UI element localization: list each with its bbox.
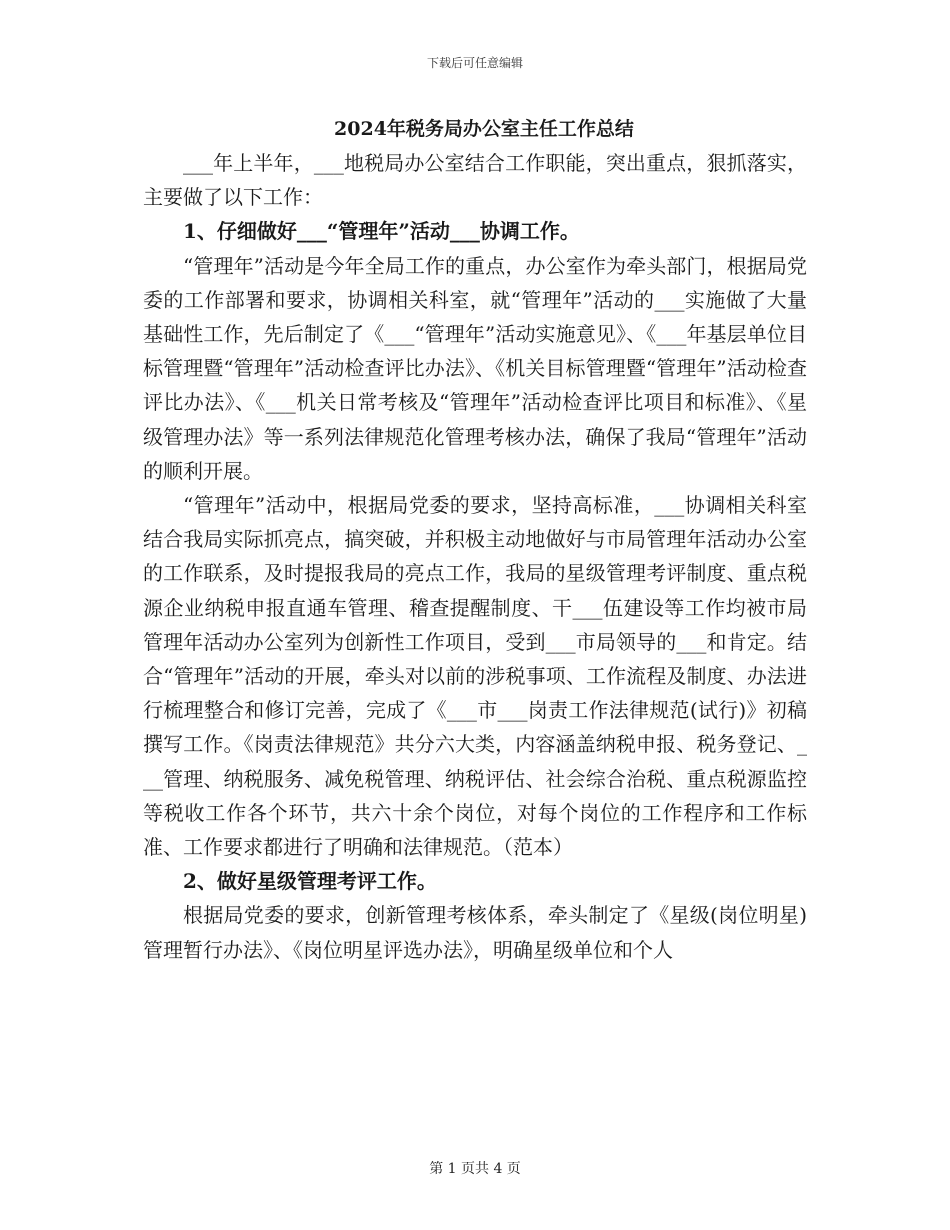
section-2-paragraph-1: 根据局党委的要求，创新管理考核体系，牵头制定了《星级(岗位明星)管理暂行办法》、《岗位明星评选办法》，明确星级单位和个人 xyxy=(143,903,807,962)
section-1-heading: 1、仔细做好___“管理年”活动___协调工作。 xyxy=(183,219,580,244)
section-1-paragraph-2: “管理年”活动中，根据局党委的要求，坚持高标准，___协调相关科室结合我局实际抓亮点，搞突破，并积极主动地做好与市局管理年活动办公室的工作联系，及时提报我局的亮点工作，我局的星级管理考评制度、重点税源企业纳税申报直通车管理、稽查提醒制度、干___伍建设等工作均被市局管理年活动办公室列为创新性工作项目，受到___市局领导的___和肯定。结合“管理年”活动的开展，牵头对以前的涉税事项、工作流程及制度、办法进行梳理整合和修订完善，完成了《___市___岗责工作法律规范(试行)》初稿撰写工作。《岗责法律规范》共分六大类，内容涵盖纳税申报、税务登记、___管理、纳税服务、减免税管理、纳税评估、社会综合治税、重点税源监控等税收工作各个环节，共六十余个岗位，对每个岗位的工作程序和工作标准、工作要求都进行了明确和法律规范。（范本） xyxy=(143,493,807,860)
document-body xyxy=(143,112,807,967)
section-1-paragraph-1: “管理年”活动是今年全局工作的重点，办公室作为牵头部门，根据局党委的工作部署和要求，协调相关科室，就“管理年”活动的___实施做了大量基础性工作，先后制定了《___“管理年”活动实施意见》、《___年基层单位目标管理暨“管理年”活动检查评比办法》、《机关目标管理暨“管理年”活动检查评比办法》、《___机关日常考核及“管理年”活动检查评比项目和标准》、《星级管理办法》等一系列法律规范化管理考核办法，确保了我局“管理年”活动的顺利开展。 xyxy=(143,253,807,483)
section-2-heading: 2、做好星级管理考评工作。 xyxy=(183,869,437,894)
page-number: 第 1 页共 4 页 xyxy=(429,1161,521,1177)
document-title: 2024年税务局办公室主任工作总结 xyxy=(334,118,634,140)
page-header-note: 下载后可任意编辑 xyxy=(426,56,523,70)
intro-paragraph: ___年上半年，___地税局办公室结合工作职能，突出重点，狠抓落实，主要做了以下工作： xyxy=(143,151,807,210)
